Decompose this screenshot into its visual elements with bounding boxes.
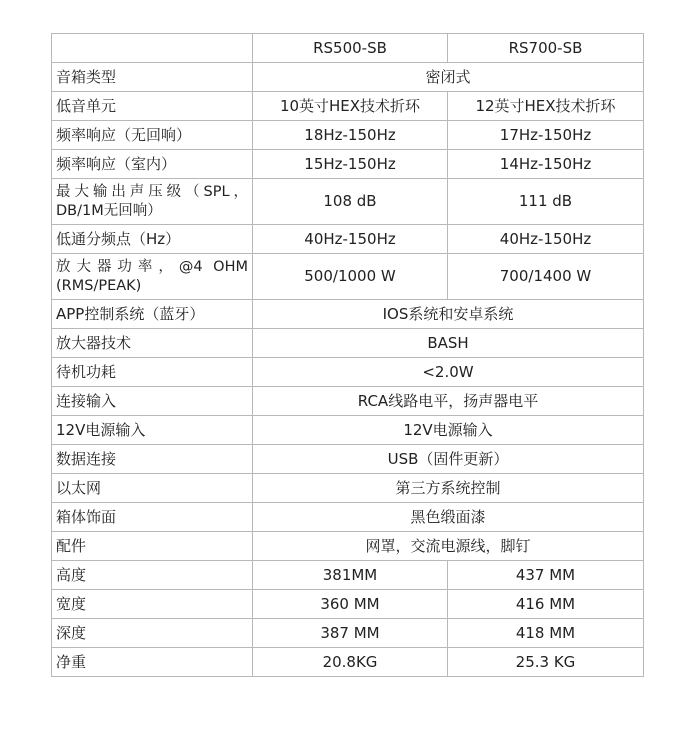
spec-value-rs700: 17Hz-150Hz xyxy=(448,121,644,150)
spec-label: 音箱类型 xyxy=(52,63,253,92)
spec-shared-value: RCA线路电平，扬声器电平 xyxy=(253,387,644,416)
spec-label: 放大器技术 xyxy=(52,329,253,358)
spec-value-rs500: 387 MM xyxy=(253,619,448,648)
table-row xyxy=(52,532,644,561)
spec-label: APP控制系统（蓝牙） xyxy=(52,300,253,329)
table-row xyxy=(52,503,644,532)
spec-value-rs700: 437 MM xyxy=(448,561,644,590)
table-row xyxy=(52,648,644,677)
header-label-cell xyxy=(52,34,253,63)
spec-value-rs700: 25.3 KG xyxy=(448,648,644,677)
spec-value-rs700: 416 MM xyxy=(448,590,644,619)
spec-value-rs500: 360 MM xyxy=(253,590,448,619)
header-model-rs700: RS700-SB xyxy=(448,34,644,63)
spec-value-rs500: 381MM xyxy=(253,561,448,590)
spec-shared-value: 第三方系统控制 xyxy=(253,474,644,503)
table-row xyxy=(52,254,644,300)
spec-label: 放大器功率，@4 OHM (RMS/PEAK) xyxy=(52,254,253,300)
table-row xyxy=(52,63,644,92)
spec-label: 频率响应（室内） xyxy=(52,150,253,179)
spec-label: 净重 xyxy=(52,648,253,677)
spec-table xyxy=(51,33,644,677)
spec-label: 深度 xyxy=(52,619,253,648)
table-row xyxy=(52,590,644,619)
spec-value-rs500: 500/1000 W xyxy=(253,254,448,300)
spec-shared-value: BASH xyxy=(253,329,644,358)
spec-label: 宽度 xyxy=(52,590,253,619)
spec-label: 以太网 xyxy=(52,474,253,503)
table-row xyxy=(52,358,644,387)
spec-value-rs500: 18Hz-150Hz xyxy=(253,121,448,150)
table-row xyxy=(52,121,644,150)
spec-label: 数据连接 xyxy=(52,445,253,474)
table-row xyxy=(52,225,644,254)
spec-label: 连接输入 xyxy=(52,387,253,416)
table-row xyxy=(52,474,644,503)
spec-label: 待机功耗 xyxy=(52,358,253,387)
spec-value-rs500: 10英寸HEX技术折环 xyxy=(253,92,448,121)
table-row xyxy=(52,92,644,121)
table-header-row xyxy=(52,34,644,63)
header-model-rs500: RS500-SB xyxy=(253,34,448,63)
spec-shared-value: 黑色缎面漆 xyxy=(253,503,644,532)
spec-shared-value: USB（固件更新） xyxy=(253,445,644,474)
spec-value-rs700: 111 dB xyxy=(448,179,644,225)
table-row xyxy=(52,179,644,225)
spec-value-rs700: 14Hz-150Hz xyxy=(448,150,644,179)
table-row xyxy=(52,416,644,445)
spec-label: 低通分频点（Hz） xyxy=(52,225,253,254)
spec-shared-value: 网罩，交流电源线，脚钉 xyxy=(253,532,644,561)
spec-shared-value: <2.0W xyxy=(253,358,644,387)
table-row xyxy=(52,619,644,648)
spec-value-rs700: 700/1400 W xyxy=(448,254,644,300)
spec-shared-value: 12V电源输入 xyxy=(253,416,644,445)
spec-shared-value: IOS系统和安卓系统 xyxy=(253,300,644,329)
table-row xyxy=(52,561,644,590)
spec-label: 配件 xyxy=(52,532,253,561)
spec-value-rs500: 108 dB xyxy=(253,179,448,225)
spec-label: 箱体饰面 xyxy=(52,503,253,532)
spec-value-rs700: 418 MM xyxy=(448,619,644,648)
table-row xyxy=(52,150,644,179)
spec-value-rs700: 12英寸HEX技术折环 xyxy=(448,92,644,121)
table-row xyxy=(52,387,644,416)
table-row xyxy=(52,445,644,474)
table-row xyxy=(52,329,644,358)
spec-shared-value: 密闭式 xyxy=(253,63,644,92)
spec-value-rs500: 15Hz-150Hz xyxy=(253,150,448,179)
spec-value-rs500: 20.8KG xyxy=(253,648,448,677)
spec-value-rs700: 40Hz-150Hz xyxy=(448,225,644,254)
spec-label: 低音单元 xyxy=(52,92,253,121)
spec-label: 12V电源输入 xyxy=(52,416,253,445)
spec-label: 高度 xyxy=(52,561,253,590)
table-row xyxy=(52,300,644,329)
spec-value-rs500: 40Hz-150Hz xyxy=(253,225,448,254)
spec-label: 最大输出声压级（SPL，DB/1M无回响） xyxy=(52,179,253,225)
spec-label: 频率响应（无回响） xyxy=(52,121,253,150)
